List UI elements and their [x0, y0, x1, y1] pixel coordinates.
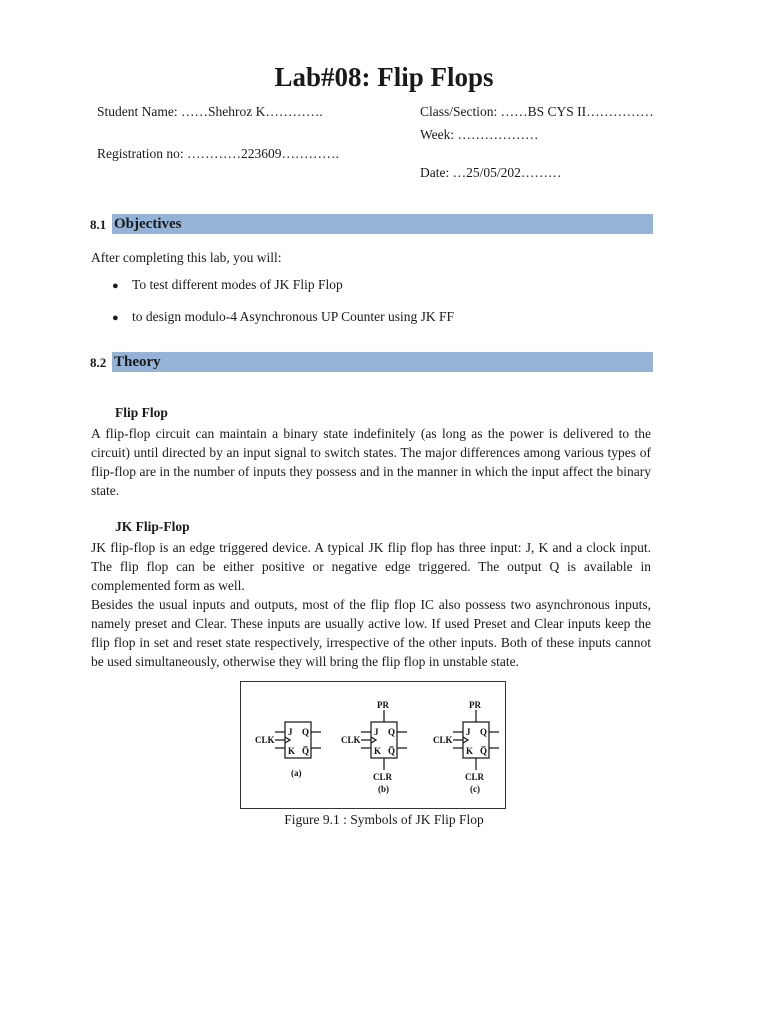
- jk-symbols-diagram: [241, 682, 505, 808]
- list-item: ● to design modulo-4 Asynchronous UP Counter using JK FF: [112, 309, 455, 324]
- clk-label: CLK: [341, 735, 361, 745]
- clk-label: CLK: [433, 735, 453, 745]
- k-label: K: [466, 746, 474, 756]
- registration-no: Registration no: …………223609………….: [97, 146, 339, 161]
- objectives-intro: After completing this lab, you will:: [91, 250, 282, 265]
- j-label: J: [288, 727, 293, 737]
- q-label: Q: [480, 727, 488, 737]
- objectives-number: 8.1: [90, 217, 107, 232]
- bullet-icon: ●: [112, 280, 119, 292]
- theory-number: 8.2: [90, 355, 107, 370]
- objectives-heading: Objectives: [112, 214, 653, 234]
- jk-flipflop-figure: [240, 681, 506, 809]
- j-label: J: [374, 727, 379, 737]
- jk-paragraph-1: JK flip-flop is an edge triggered device. A typical JK flip flop has three input: J, K and a clock input. The flip flop can be either positive or negative edge triggered. The output Q is available in complemented form as well.: [91, 540, 651, 593]
- theory-heading: Theory: [112, 352, 653, 372]
- jk-paragraph-2: Besides the usual inputs and outputs, most of the flip flop IC also possess two asynchronous inputs, namely preset and Clear. These inputs are usually active low. If used Preset and Clear inputs keep the flip flop in set and reset state respectively, irrespective of the other inputs. Both of these inputs cannot be used simultaneously, otherwise they will bring the flip flop in unstable state.: [91, 597, 651, 669]
- jk-heading: JK Flip-Flop: [115, 519, 190, 534]
- q-label: Q: [388, 727, 396, 737]
- student-name: Student Name: ……Shehroz K………….: [97, 104, 323, 119]
- clr-label: CLR: [373, 772, 393, 782]
- k-label: K: [374, 746, 382, 756]
- qbar-label: Q̅: [302, 746, 310, 756]
- j-label: J: [466, 727, 471, 737]
- flipflop-heading: Flip Flop: [115, 405, 168, 420]
- class-section: Class/Section: ……BS CYS II……………: [420, 104, 654, 119]
- q-label: Q: [302, 727, 310, 737]
- caption-a-label: (a): [291, 768, 302, 778]
- caption-b-label: (b): [378, 784, 389, 794]
- date: Date: …25/05/202………: [420, 165, 562, 180]
- pr-label: PR: [377, 700, 389, 710]
- qbar-label: Q̅: [480, 746, 488, 756]
- caption-c-label: (c): [470, 784, 480, 794]
- bullet-icon: ●: [112, 312, 119, 324]
- page-title: Lab#08: Flip Flops: [274, 62, 494, 92]
- flipflop-paragraph: A flip-flop circuit can maintain a binary state indefinitely (as long as the power is delivered to the circuit) until directed by an input signal to switch states. The major differences among various types of flip-flop are in the number of inputs they possess and in the manner in which the input affect the binary state.: [91, 426, 651, 498]
- pr-label: PR: [469, 700, 481, 710]
- qbar-label: Q̅: [388, 746, 396, 756]
- k-label: K: [288, 746, 296, 756]
- figure-caption: Figure 9.1 : Symbols of JK Flip Flop: [284, 812, 484, 827]
- week: Week: ………………: [420, 127, 539, 142]
- clr-label: CLR: [465, 772, 485, 782]
- clk-label: CLK: [255, 735, 275, 745]
- list-item: ● To test different modes of JK Flip Flop: [112, 277, 343, 292]
